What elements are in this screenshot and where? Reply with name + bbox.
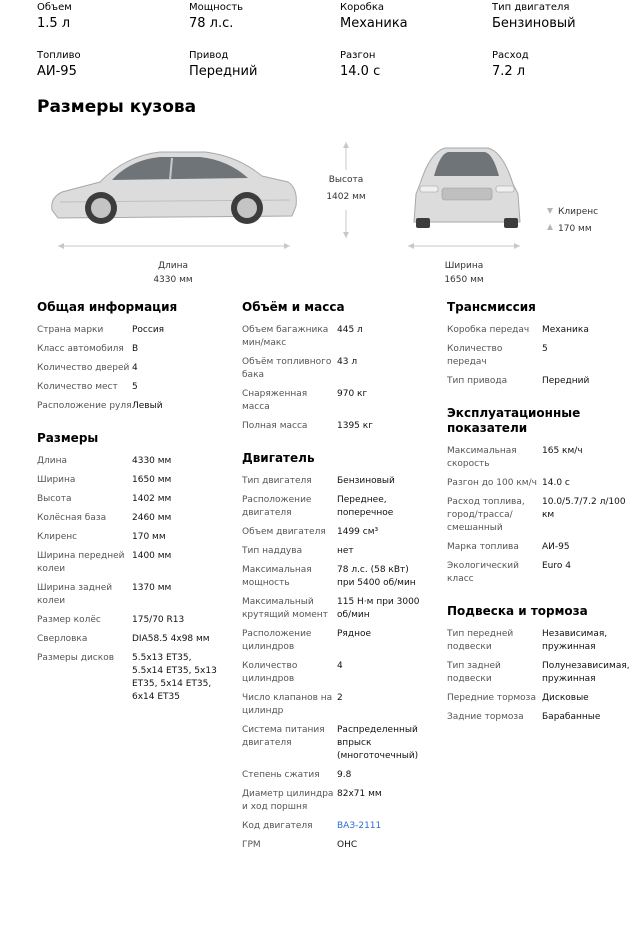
group-title: Трансмиссия	[447, 300, 536, 314]
spec-row: Степень сжатия 9.8	[242, 770, 352, 780]
width-label: Ширина	[444, 261, 484, 271]
summary-item	[37, 50, 81, 80]
spec-row: Тип задней подвески Полунезависимая, пружинная	[447, 661, 630, 684]
group-title: Подвеска и тормоза	[447, 604, 588, 618]
spec-row: Разгон до 100 км/ч 14.0 с	[447, 478, 570, 488]
spec-row: Количество цилиндров 4	[242, 661, 343, 684]
spec-row: Расположение двигателя Переднее, поперечное	[242, 495, 394, 518]
group-title: Двигатель	[242, 451, 315, 465]
spec-row: Ширина задней колеи 1370 мм	[37, 583, 172, 606]
spec-row: Передние тормоза Дисковые	[447, 693, 589, 703]
spec-row: Код двигателя ВАЗ-2111	[242, 820, 427, 833]
summary-value: Механика	[340, 16, 408, 31]
spec-row: Количество передач 5	[447, 344, 548, 367]
height-label: Высота	[328, 175, 364, 185]
clearance-arrow-down-icon	[547, 208, 553, 214]
summary-item	[37, 2, 72, 32]
engine-code-link[interactable]: ВАЗ-2111	[337, 821, 382, 831]
spec-row: Количество дверей 4	[37, 363, 138, 373]
length-label: Длина	[157, 261, 189, 271]
spec-row: Высота 1402 мм	[37, 494, 172, 504]
spec-row: Расположение цилиндров Рядное	[242, 629, 371, 652]
spec-column-left	[37, 300, 222, 710]
spec-row: Ширина передней колеи 1400 мм	[37, 551, 172, 574]
spec-row: Класс автомобиля B	[37, 344, 139, 354]
length-value: 4330 мм	[153, 275, 193, 285]
spec-row: Колёсная база 2460 мм	[37, 513, 172, 523]
group-title: Объём и масса	[242, 300, 345, 314]
spec-group-general	[37, 300, 222, 413]
summary-label: Тип двигателя	[492, 2, 570, 13]
summary-value: Бензиновый	[492, 16, 576, 31]
spec-row: Количество мест 5	[37, 382, 138, 392]
height-value: 1402 мм	[326, 192, 366, 202]
spec-row: Размер колёс 175/70 R13	[37, 615, 185, 625]
summary-value: 1.5 л	[37, 16, 71, 31]
summary-item	[340, 50, 380, 80]
spec-row: Коробка передач Механика	[447, 325, 589, 335]
summary-label: Расход	[492, 50, 529, 61]
spec-row: Клиренс 170 мм	[37, 532, 166, 542]
spec-row: Размеры дисков 5.5x13 ET35, 5.5x14 ET35, 5x13 ET35, 5x14 ET35, 6x14 ET35	[37, 653, 217, 702]
summary-label: Объем	[37, 2, 72, 13]
spec-column-middle	[242, 300, 427, 858]
spec-row: Объем багажника мин/макс 445 л	[242, 325, 363, 348]
spec-group-suspension	[447, 604, 630, 724]
spec-row: Максимальный крутящий момент 115 Н·м при 3000 об/мин	[242, 597, 420, 620]
spec-row: ГРМ OHC	[242, 840, 358, 850]
spec-group-volume-mass	[242, 300, 427, 433]
spec-row: Экологический класс Euro 4	[447, 561, 571, 584]
summary-value: 14.0 с	[340, 64, 381, 79]
summary-label: Мощность	[189, 2, 244, 13]
spec-row: Объём топливного бака 43 л	[242, 357, 358, 380]
summary-label: Коробка	[340, 2, 385, 13]
group-title: Размеры	[37, 431, 99, 445]
spec-row: Тип привода Передний	[447, 376, 590, 386]
summary-label: Разгон	[340, 50, 376, 61]
car-front-view	[414, 148, 520, 228]
spec-row: Сверловка DIA58.5 4x98 мм	[37, 634, 210, 644]
summary-item	[340, 2, 408, 32]
summary-item	[492, 50, 529, 80]
summary-item	[189, 2, 243, 32]
spec-group-engine	[242, 451, 427, 852]
spec-group-performance	[447, 406, 630, 586]
spec-row: Система питания двигателя Распределенный впрыск (многоточечный)	[242, 725, 419, 761]
summary-label: Привод	[189, 50, 229, 61]
spec-row: Марка топлива АИ-95	[447, 542, 570, 552]
clearance-arrow-up-icon	[547, 224, 553, 230]
spec-row: Ширина 1650 мм	[37, 475, 172, 485]
summary-value: АИ-95	[37, 64, 77, 79]
spec-row: Страна марки Россия	[37, 325, 165, 335]
spec-column-right	[447, 300, 630, 730]
spec-row: Расход топлива, город/трасса/смешанный 10.0/5.7/7.2 л/100 км	[447, 497, 626, 533]
summary-value: 7.2 л	[492, 64, 526, 79]
spec-row: Длина 4330 мм	[37, 456, 172, 466]
spec-row: Тип наддува нет	[242, 546, 354, 556]
summary-value: 78 л.с.	[189, 16, 234, 31]
clearance-label: Клиренс	[558, 207, 599, 217]
spec-row: Диаметр цилиндра и ход поршня 82x71 мм	[242, 789, 382, 812]
group-title: Эксплуатационные показатели	[447, 406, 581, 435]
spec-group-dimensions	[37, 431, 222, 704]
spec-row: Задние тормоза Барабанные	[447, 712, 601, 722]
summary-label: Топливо	[37, 50, 81, 61]
spec-row: Максимальная скорость 165 км/ч	[447, 446, 583, 469]
summary-value: Передний	[189, 64, 258, 79]
clearance-value: 170 мм	[558, 224, 592, 234]
spec-row: Тип двигателя Бензиновый	[242, 476, 395, 486]
spec-row: Полная масса 1395 кг	[242, 421, 373, 431]
spec-group-transmission	[447, 300, 630, 388]
body-dimensions-diagram	[0, 130, 630, 290]
summary-item	[492, 2, 576, 32]
spec-row: Расположение руля Левый	[37, 401, 163, 411]
summary-item	[189, 50, 257, 80]
body-dimensions-title: Размеры кузова	[37, 97, 197, 117]
spec-row: Максимальная мощность 78 л.с. (58 кВт) при 5400 об/мин	[242, 565, 416, 588]
spec-row: Снаряженная масса 970 кг	[242, 389, 368, 412]
spec-row: Объем двигателя 1499 см³	[242, 527, 379, 537]
car-side-view	[52, 152, 297, 224]
group-title: Общая информация	[37, 300, 178, 314]
spec-row: Тип передней подвески Независимая, пружинная	[447, 629, 608, 652]
width-value: 1650 мм	[444, 275, 484, 285]
spec-row: Число клапанов на цилиндр 2	[242, 693, 343, 716]
